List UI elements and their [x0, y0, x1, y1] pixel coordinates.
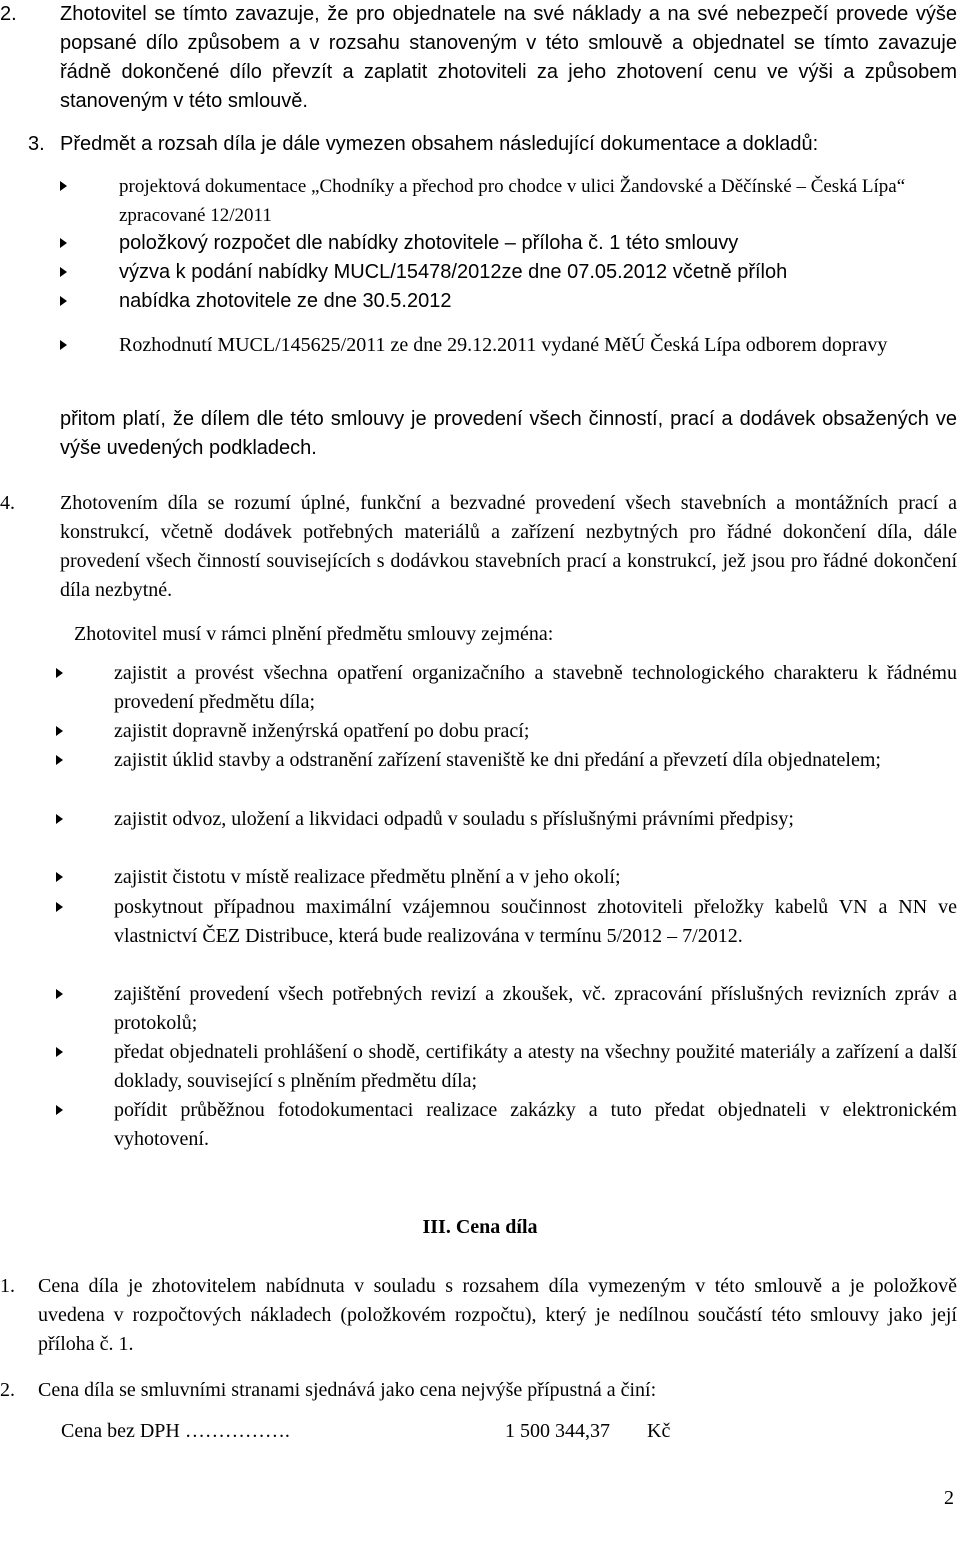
bullet-arrow-icon	[60, 238, 67, 248]
price-line	[0, 1417, 960, 1447]
section-4	[0, 489, 960, 1159]
list-item-text: zajistit čistotu v místě realizace předmětu plnění a v jeho okolí;	[114, 866, 621, 888]
price-paragraph-1-number: 1.	[0, 1275, 15, 1297]
bullet-arrow-icon	[56, 814, 63, 824]
bullet-arrow-icon	[60, 340, 67, 350]
price-value: 1 500 344,37	[505, 1420, 610, 1442]
section-3	[0, 130, 960, 460]
section-3-closing: přitom platí, že dílem dle této smlouvy je provedení všech činností, prací a dodávek obsažených ve výše uvedených podkladech.	[60, 408, 957, 459]
section-2-text: Zhotovitel se tímto zavazuje, že pro objednatele na své náklady a na své nebezpečí provede výše popsané dílo způsobem a v rozsahu stanoveným v této smlouvě a objednatel se tímto zavazuje řádně dokončené dílo převzít a zaplatit zhotoviteli za jeho zhotovení cenu ve výši a způsobem stanoveným v této smlouvě.	[60, 3, 957, 112]
section-4-text: Zhotovením díla se rozumí úplné, funkční a bezvadné provedení všech stavebních a montážních prací a konstrukcí, včetně dodávek potřebných materiálů a zařízení nezbytných pro řádné dokončení díla, dále provedení všech činností souvisejících s dodávkou stavebních prací a konstrukcí, jež jsou pro řádné dokončení díla nezbytné.	[60, 492, 957, 601]
bullet-arrow-icon	[56, 1047, 63, 1057]
list-item-text: zajistit dopravně inženýrská opatření po dobu prací;	[114, 720, 530, 742]
bullet-arrow-icon	[56, 872, 63, 882]
section-2-number: 2.	[0, 3, 17, 25]
bullet-arrow-icon	[60, 296, 67, 306]
price-currency: Kč	[647, 1420, 671, 1442]
part-3-heading: III. Cena díla	[422, 1216, 538, 1238]
list-item-text: zajištění provedení všech potřebných revizí a zkoušek, vč. zpracování příslušných revizních zpráv a protokolů;	[114, 983, 957, 1034]
list-item-text: projektová dokumentace „Chodníky a přechod pro chodce v ulici Žandovské a Děčínské – Česká Lípa“ zpracované 12/2011	[119, 176, 906, 226]
section-4-number: 4.	[0, 492, 15, 514]
list-item-text: zajistit odvoz, uložení a likvidaci odpadů v souladu s příslušnými právními předpisy;	[114, 808, 794, 830]
price-paragraph-2-text: Cena díla se smluvními stranami sjednává jako cena nejvýše přípustná a činí:	[38, 1379, 657, 1401]
list-item-text: zajistit úklid stavby a odstranění zařízení staveniště ke dni předání a převzetí díla objednatelem;	[114, 749, 881, 771]
list-item-text: poskytnout případnou maximální vzájemnou součinnost zhotoviteli přeložky kabelů VN a NN ve vlastnictví ČEZ Distribuce, která bude realizována v termínu 5/2012 – 7/2012.	[114, 896, 957, 947]
list-item-text: výzva k podání nabídky MUCL/15478/2012ze dne 07.05.2012 včetně příloh	[119, 261, 788, 283]
list-item-text: zajistit a provést všechna opatření organizačního a stavebně technologického charakteru k řádnému provedení předmětu díla;	[114, 662, 957, 713]
bullet-arrow-icon	[56, 726, 63, 736]
bullet-arrow-icon	[56, 989, 63, 999]
page-number: 2	[944, 1487, 954, 1509]
bullet-arrow-icon	[56, 902, 63, 912]
list-item-text: pořídit průběžnou fotodokumentaci realizace zakázky a tuto předat objednateli v elektronickém vyhotovení.	[114, 1099, 957, 1150]
list-item-text: položkový rozpočet dle nabídky zhotovitele – příloha č. 1 této smlouvy	[119, 232, 739, 254]
section-4-intro: Zhotovitel musí v rámci plnění předmětu smlouvy zejména:	[74, 623, 554, 645]
list-item-text: nabídka zhotovitele ze dne 30.5.2012	[119, 290, 452, 312]
section-3-number: 3.	[28, 133, 45, 155]
bullet-arrow-icon	[60, 267, 67, 277]
bullet-arrow-icon	[56, 668, 63, 678]
price-paragraph-1	[0, 1272, 960, 1362]
price-label: Cena bez DPH …………….	[61, 1420, 290, 1442]
section-3-intro: Předmět a rozsah díla je dále vymezen obsahem následující dokumentace a dokladů:	[60, 133, 819, 155]
list-item-text: Rozhodnutí MUCL/145625/2011 ze dne 29.12.2011 vydané MěÚ Česká Lípa odborem dopravy	[119, 334, 888, 356]
price-paragraph-2-number: 2.	[0, 1379, 15, 1401]
section-2	[0, 0, 960, 120]
bullet-arrow-icon	[60, 181, 67, 191]
bullet-arrow-icon	[56, 1105, 63, 1115]
price-paragraph-2	[0, 1376, 960, 1406]
bullet-arrow-icon	[56, 755, 63, 765]
list-item-text: předat objednateli prohlášení o shodě, certifikáty a atesty na všechny použité materiály a zařízení a další doklady, související s plněním předmětu díla;	[114, 1041, 957, 1092]
price-paragraph-1-text: Cena díla je zhotovitelem nabídnuta v souladu s rozsahem díla vymezeným v této smlouvě a je položkově uvedena v rozpočtových nákladech (položkovém rozpočtu), který je nedílnou součástí této smlouvy jako její příloha č. 1.	[38, 1275, 957, 1355]
